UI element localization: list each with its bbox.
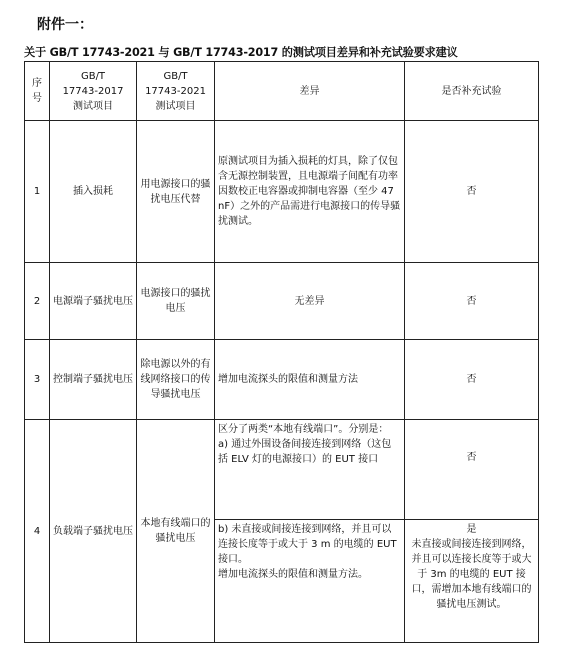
comparison-table <box>24 61 539 643</box>
row-diff: 原测试项目为插入损耗的灯具，除了仅包含无源控制装置，且电源端子间配有功率因数校正电容器或抑制电容器（至少 47 nF）之外的产品需进行电源接口的传导骚扰测试。 <box>215 121 405 263</box>
row-no: 4 <box>25 420 50 643</box>
table-row <box>25 121 539 263</box>
table-row <box>25 263 539 340</box>
header-item-2021: GB/T 17743-2021 测试项目 <box>137 62 215 121</box>
diff-b-extra: 增加电流探头的限值和测量方法。 <box>218 569 368 580</box>
row-item-2021: 除电源以外的有线网络接口的传导骚扰电压 <box>137 340 215 420</box>
attachment-heading: 附件一： <box>37 17 93 33</box>
diff-a-intro: 区分了两类“本地有线端口”。分别是： <box>218 424 389 435</box>
supplement-b-text: 未直接或间接连接到网络，并且可以连接长度等于或大于 3m 的电缆的 EUT 接口，需增加本地有线端口的骚扰电压测试。 <box>411 539 532 610</box>
row-item-2021: 用电源接口的骚扰电压代替 <box>137 121 215 263</box>
header-no: 序 号 <box>25 62 50 121</box>
row-no: 1 <box>25 121 50 263</box>
table-row <box>25 340 539 420</box>
row-diff: 无差异 <box>215 263 405 340</box>
header-diff: 差异 <box>215 62 405 121</box>
diff-b-text: b) 未直接或间接连接到网络，并且可以连接长度等于或大于 3 m 的电缆的 EUT 接口。 <box>218 524 397 565</box>
row-diff-b <box>215 520 405 643</box>
row-supplement-b <box>405 520 539 643</box>
document-title: 关于 GB/T 17743-2021 与 GB/T 17743-2017 的测试项目差异和补充试验要求建议 <box>24 46 458 59</box>
diff-a-text: a) 通过外围设备间接连接到网络（这包括 ELV 灯的电源接口）的 EUT 接口 <box>218 439 392 465</box>
header-supplement: 是否补充试验 <box>405 62 539 121</box>
row-supplement: 否 <box>405 340 539 420</box>
row-diff-a <box>215 420 405 520</box>
row-supplement: 否 <box>405 121 539 263</box>
row-item-2017: 电源端子骚扰电压 <box>50 263 137 340</box>
supplement-b-answer: 是 <box>466 524 477 535</box>
row-no: 2 <box>25 263 50 340</box>
row-supplement-a: 否 <box>405 420 539 520</box>
table-row <box>25 420 539 520</box>
row-item-2017: 负载端子骚扰电压 <box>50 420 137 643</box>
row-item-2021: 本地有线端口的骚扰电压 <box>137 420 215 643</box>
table-header-row <box>25 62 539 121</box>
row-supplement: 否 <box>405 263 539 340</box>
header-item-2017: GB/T 17743-2017 测试项目 <box>50 62 137 121</box>
row-diff: 增加电流探头的限值和测量方法 <box>215 340 405 420</box>
row-item-2017: 控制端子骚扰电压 <box>50 340 137 420</box>
row-no: 3 <box>25 340 50 420</box>
row-item-2017: 插入损耗 <box>50 121 137 263</box>
row-item-2021: 电源接口的骚扰电压 <box>137 263 215 340</box>
